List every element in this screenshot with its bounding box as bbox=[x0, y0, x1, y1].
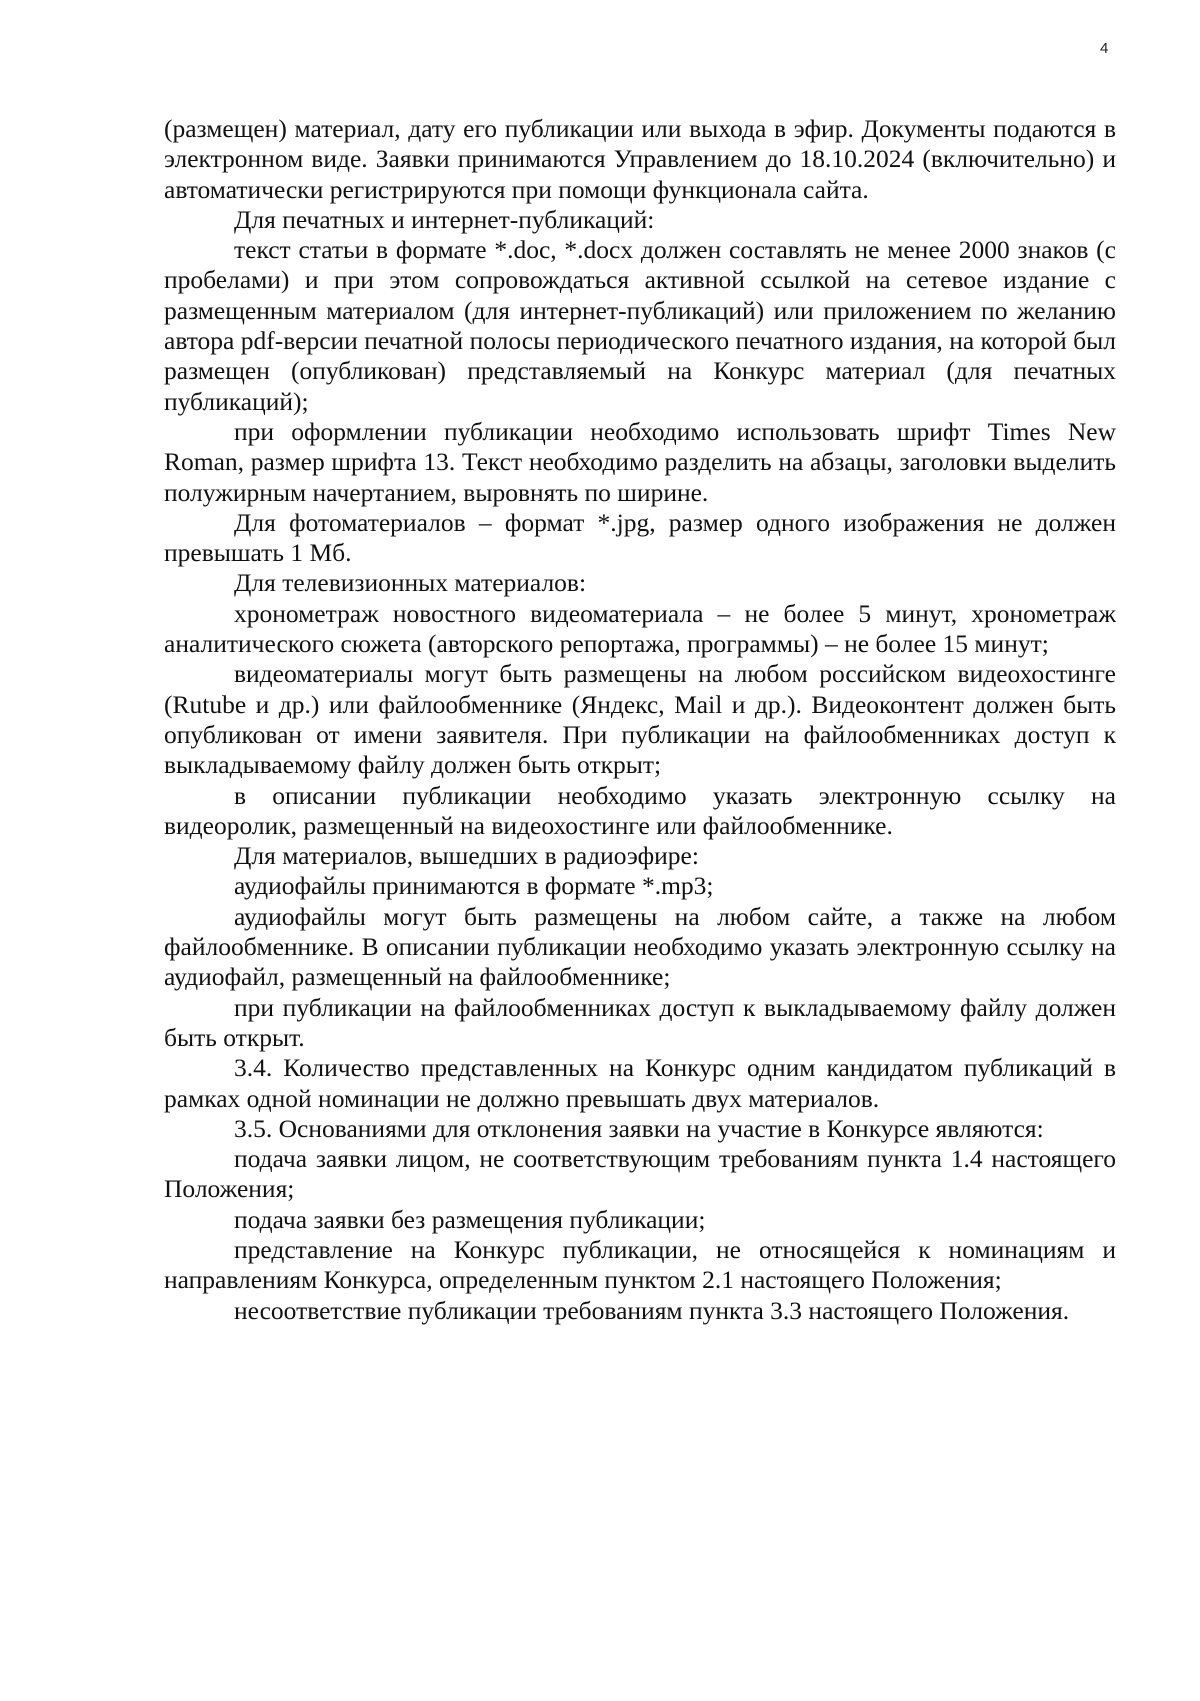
paragraph-rejection-reason-3: представление на Конкурс публикации, не относящейся к номинациям и направлениям Конкурса, определенным пунктом 2.1 настоящего Положения; bbox=[164, 1234, 1116, 1295]
paragraph-audio-hosting: аудиофайлы могут быть размещены на любом сайте, а также на любом файлообменнике. В описании публикации необходимо указать электронную ссылку на аудиофайл, размещенный на файлообменнике; bbox=[164, 901, 1116, 992]
paragraph-rejection-reason-2: подача заявки без размещения публикации; bbox=[234, 1204, 706, 1234]
paragraph-rejection-reason-1: подача заявки лицом, не соответствующим требованиям пункта 1.4 настоящего Положения; bbox=[164, 1144, 1116, 1204]
paragraph-continuation-submission: (размещен) материал, дату его публикации или выхода в эфир. Документы подаются в электронном виде. Заявки принимаются Управлением до 18.10.2024 (включительно) и автоматически регистрируются при помощи функционала сайта. bbox=[164, 114, 1116, 204]
paragraph-audio-format: аудиофайлы принимаются в формате *.mp3; bbox=[234, 871, 714, 901]
paragraph-tv-duration: хронометраж новостного видеоматериала – не более 5 минут, хронометраж аналитического сюжета (авторского репортажа, программы) – не более 15 минут; bbox=[164, 598, 1116, 659]
paragraph-video-hosting: видеоматериалы могут быть размещены на любом российском видеохостинге (Rutube и др.) или файлообменнике (Яндекс, Mail и др.). Видеоконтент должен быть опубликован от имени заявителя. При публикации на файлообменниках доступ к выкладываемому файлу должен быть открыт; bbox=[164, 659, 1116, 780]
paragraph-photo-requirements: Для фотоматериалов – формат *.jpg, размер одного изображения не должен превышать 1 Мб. bbox=[164, 507, 1116, 568]
paragraph-clause-3-5: 3.5. Основаниями для отклонения заявки на участие в Конкурсе являются: bbox=[234, 1113, 1044, 1143]
paragraph-audio-access: при публикации на файлообменниках доступ к выкладываемому файлу должен быть открыт. bbox=[164, 992, 1116, 1052]
paragraph-video-link: в описании публикации необходимо указать электронную ссылку на видеоролик, размещенный на видеохостинге или файлообменнике. bbox=[164, 780, 1116, 840]
page-number: 4 bbox=[1100, 40, 1109, 57]
paragraph-clause-3-4: 3.4. Количество представленных на Конкурс одним кандидатом публикаций в рамках одной номинации не должно превышать двух материалов. bbox=[164, 1053, 1116, 1113]
paragraph-font-requirements: при оформлении публикации необходимо использовать шрифт Times New Roman, размер шрифта 13. Текст необходимо разделить на абзацы, заголовки выделить полужирным начертанием, выровнять по ширине. bbox=[164, 416, 1116, 507]
paragraph-article-text-requirements: текст статьи в формате *.doc, *.docx должен составлять не менее 2000 знаков (с пробелами) и при этом сопровождаться активной ссылкой на сетевое издание с размещенным материалом (для интернет-публикаций) или приложением по желанию автора pdf-версии печатной полосы периодического печатного издания, на которой был размещен (опубликован) представляемый на Конкурс материал (для печатных публикаций); bbox=[164, 235, 1116, 416]
paragraph-print-internet-heading: Для печатных и интернет-публикаций: bbox=[234, 204, 655, 234]
document-body bbox=[164, 114, 1116, 1326]
paragraph-rejection-reason-4: несоответствие публикации требованиям пункта 3.3 настоящего Положения. bbox=[234, 1295, 1070, 1325]
paragraph-radio-heading: Для материалов, вышедших в радиоэфире: bbox=[234, 841, 699, 871]
paragraph-tv-heading: Для телевизионных материалов: bbox=[234, 568, 587, 598]
